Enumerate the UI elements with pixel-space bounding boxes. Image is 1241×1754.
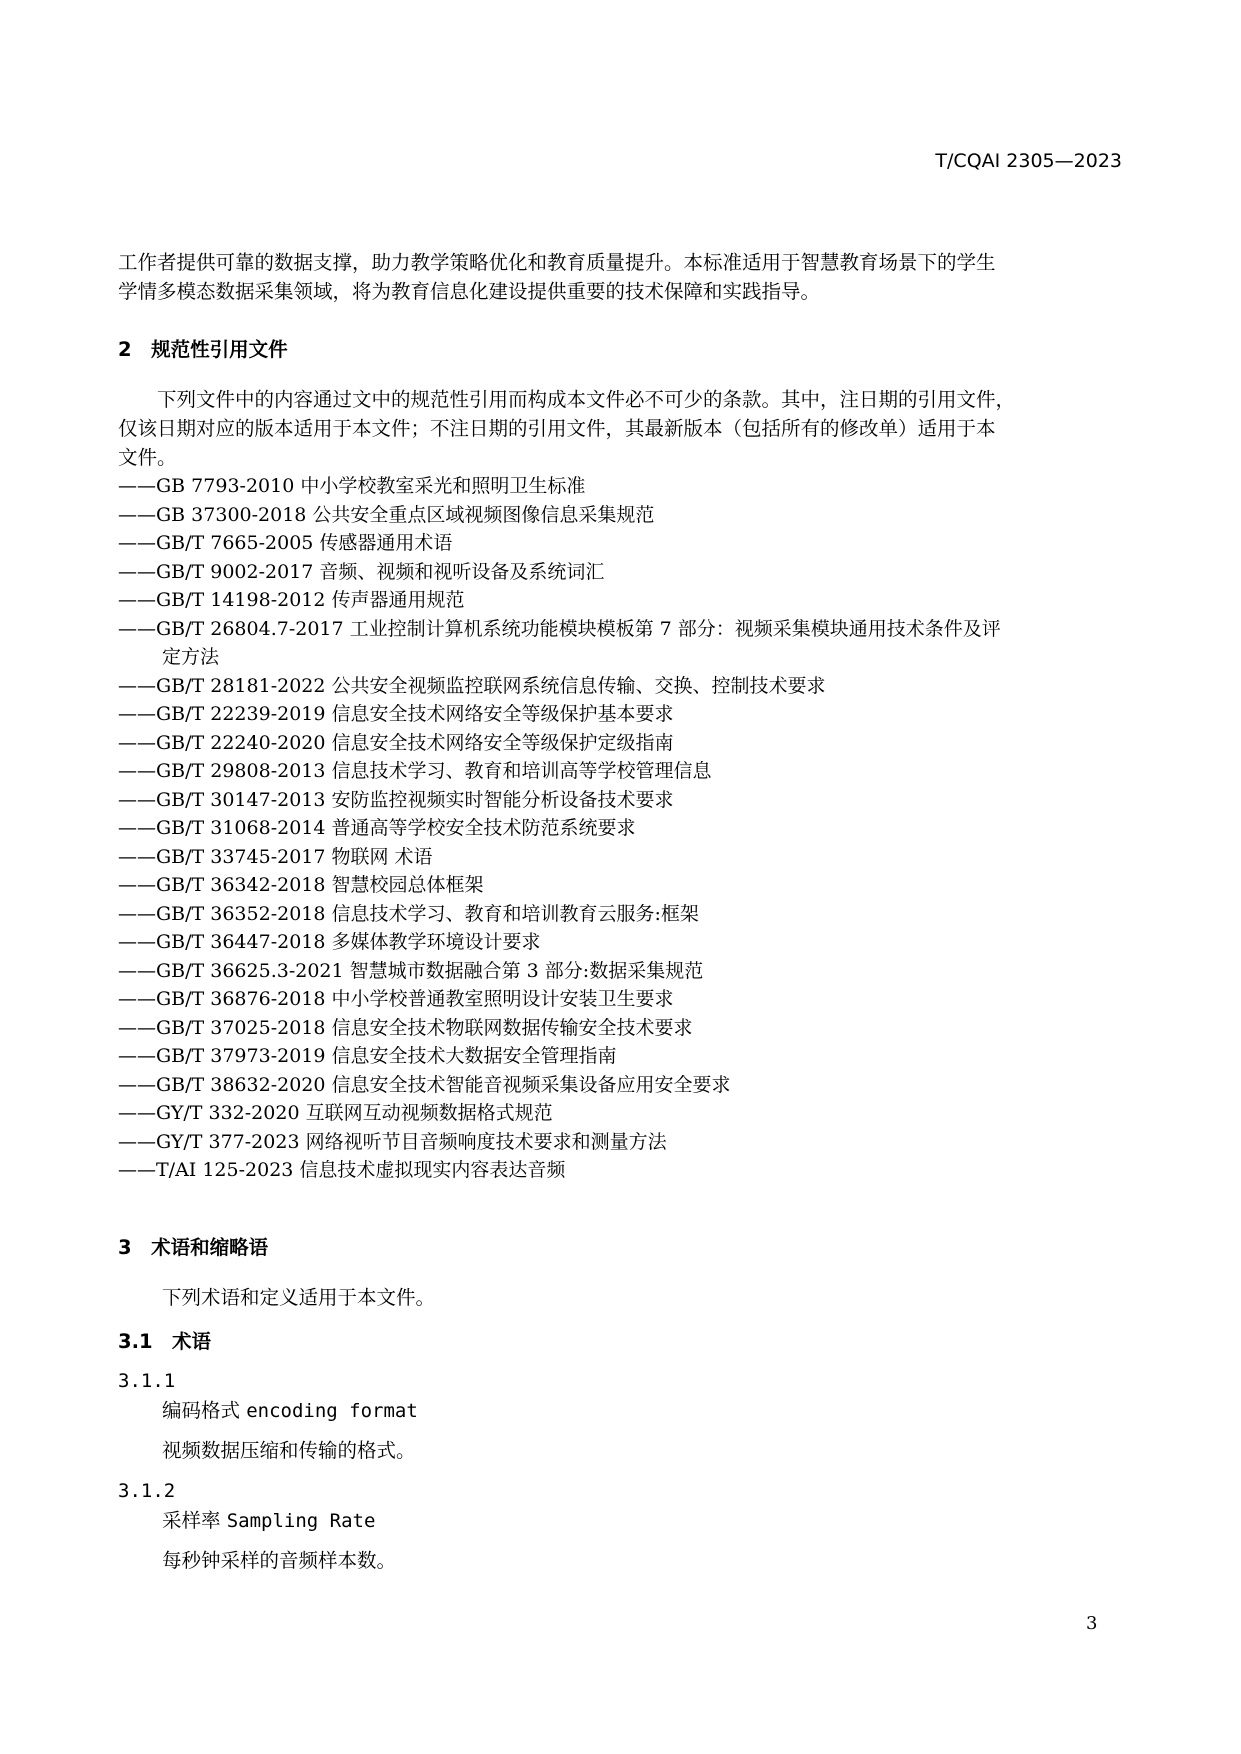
- section-3-heading: 3 术语和缩略语: [118, 1236, 269, 1259]
- term-name-en: encoding format: [246, 1400, 418, 1422]
- section-3-intro: 下列术语和定义适用于本文件。: [162, 1286, 436, 1309]
- section-2-heading: 2 规范性引用文件: [118, 338, 288, 361]
- reference-item: ——GB/T 36447-2018 多媒体教学环境设计要求: [118, 931, 541, 953]
- intro-paragraph: [118, 248, 1122, 306]
- reference-item: ——GY/T 377-2023 网络视听节目音频响度技术要求和测量方法: [118, 1130, 667, 1153]
- reference-item: ——GB/T 7665-2005 传感器通用术语: [118, 532, 453, 554]
- reference-item-continuation: 定方法: [162, 646, 220, 668]
- reference-item: ——GB/T 28181-2022 公共安全视频监控联网系统信息传输、交换、控制技术要求: [118, 674, 826, 697]
- reference-item: ——GB/T 36625.3-2021 智慧城市数据融合第 3 部分:数据采集规范: [118, 959, 704, 982]
- reference-item: ——GB/T 37025-2018 信息安全技术物联网数据传输安全技术要求: [118, 1016, 693, 1039]
- reference-item: ——GB/T 36342-2018 智慧校园总体框架: [118, 874, 484, 896]
- reference-item: ——GB/T 9002-2017 音频、视频和视听设备及系统词汇: [118, 560, 605, 583]
- term-name-cn: 采样率: [162, 1509, 221, 1532]
- paragraph-line: 工作者提供可靠的数据支撑，助力教学策略优化和教育质量提升。本标准适用于智慧教育场景下的学生: [118, 251, 996, 274]
- section-3-1-heading: 3.1 术语: [118, 1330, 212, 1353]
- reference-item: ——GB/T 30147-2013 安防监控视频实时智能分析设备技术要求: [118, 788, 674, 811]
- reference-item: ——GB/T 22239-2019 信息安全技术网络安全等级保护基本要求: [118, 703, 674, 725]
- term-definition: 视频数据压缩和传输的格式。: [162, 1439, 416, 1462]
- reference-item: ——GB/T 36876-2018 中小学校普通教室照明设计安装卫生要求: [118, 988, 674, 1010]
- paragraph-line: 下列文件中的内容通过文中的规范性引用而构成本文件必不可少的条款。其中，注日期的引用文件，: [118, 388, 1016, 411]
- reference-item: ——GY/T 332-2020 互联网互动视频数据格式规范: [118, 1102, 553, 1124]
- reference-item: ——GB 7793-2010 中小学校教室采光和照明卫生标准: [118, 475, 586, 497]
- reference-item: ——GB/T 22240-2020 信息安全技术网络安全等级保护定级指南: [118, 731, 674, 754]
- normative-references-list: [118, 472, 1122, 1185]
- reference-item: ——GB/T 29808-2013 信息技术学习、教育和培训高等学校管理信息: [118, 760, 712, 782]
- document-code: T/CQAI 2305—2023: [935, 150, 1122, 172]
- page-number: 3: [1086, 1613, 1098, 1634]
- paragraph-line: 文件。: [118, 446, 177, 469]
- term-definition: 每秒钟采样的音频样本数。: [162, 1549, 397, 1572]
- reference-item: ——GB/T 26804.7-2017 工业控制计算机系统功能模块模板第 7 部分：视频采集模块通用技术条件及评: [118, 617, 1001, 640]
- term-name-cn: 编码格式: [162, 1399, 241, 1422]
- term-name: [162, 1395, 418, 1423]
- section-2-paragraph: [118, 385, 1122, 472]
- reference-item: ——GB/T 14198-2012 传声器通用规范: [118, 589, 465, 611]
- term-number: 3.1.1: [118, 1370, 176, 1392]
- reference-item: ——GB/T 38632-2020 信息安全技术智能音视频采集设备应用安全要求: [118, 1073, 731, 1096]
- reference-item: ——GB/T 33745-2017 物联网 术语: [118, 845, 433, 868]
- reference-item: ——GB/T 37973-2019 信息安全技术大数据安全管理指南: [118, 1045, 617, 1067]
- term-number: 3.1.2: [118, 1480, 176, 1502]
- paragraph-line: 仅该日期对应的版本适用于本文件；不注日期的引用文件，其最新版本（包括所有的修改单）适用于本: [118, 417, 996, 440]
- reference-item: ——GB 37300-2018 公共安全重点区域视频图像信息采集规范: [118, 503, 655, 526]
- reference-item: ——T/AI 125-2023 信息技术虚拟现实内容表达音频: [118, 1159, 566, 1181]
- reference-item: ——GB/T 36352-2018 信息技术学习、教育和培训教育云服务:框架: [118, 902, 699, 925]
- term-name-en: Sampling Rate: [226, 1510, 376, 1532]
- term-name: [162, 1505, 375, 1533]
- paragraph-line: 学情多模态数据采集领域，将为教育信息化建设提供重要的技术保障和实践指导。: [118, 280, 821, 303]
- reference-item: ——GB/T 31068-2014 普通高等学校安全技术防范系统要求: [118, 817, 636, 839]
